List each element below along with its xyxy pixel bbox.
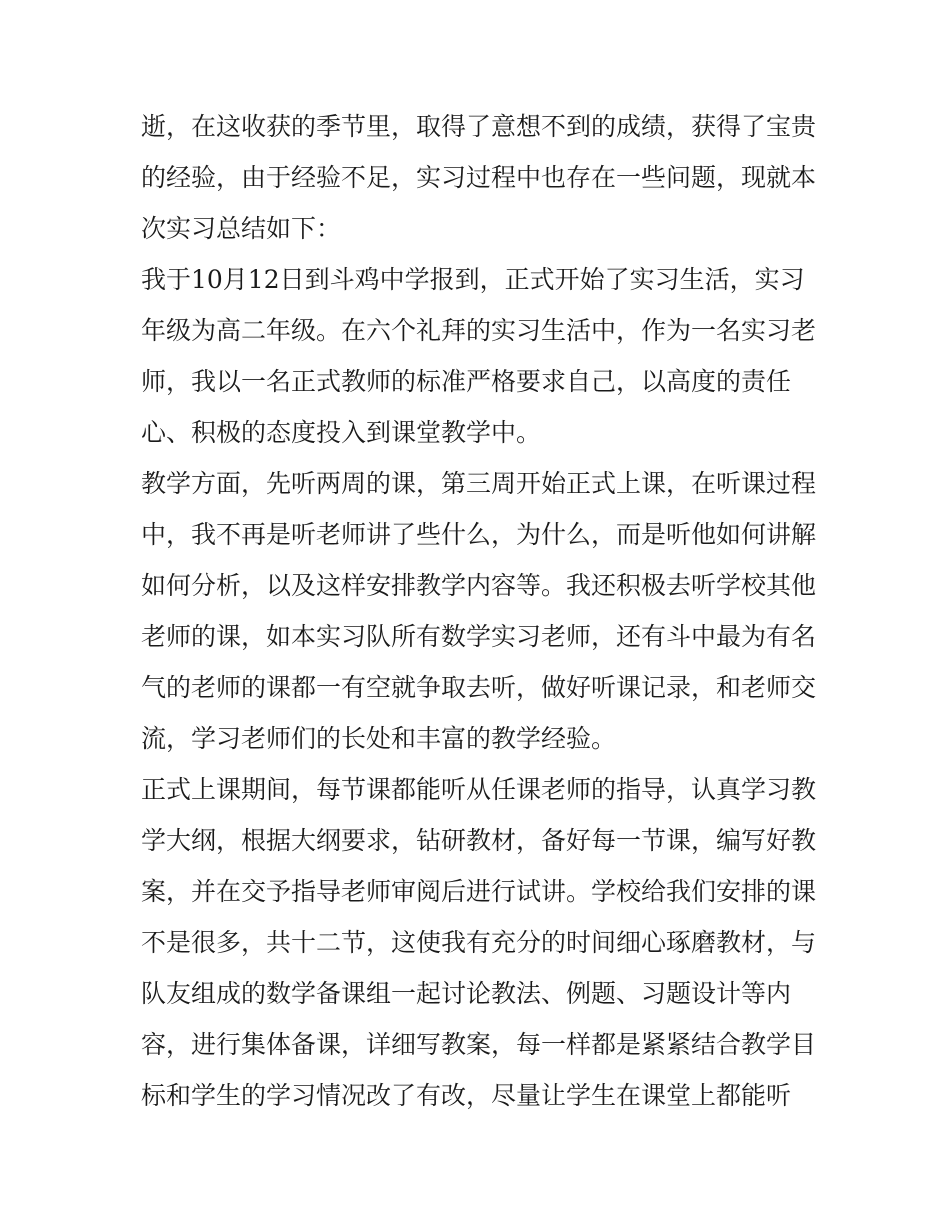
text-line: 老师的课，如本实习队所有数学实习老师，还有斗中最为有名 [141, 622, 817, 651]
text-line: 的经验，由于经验不足，实习过程中也存在一些问题，现就本 [141, 163, 817, 192]
text-line: 队友组成的数学备课组一起讨论教法、例题、习题设计等内 [141, 979, 792, 1008]
text-line: 如何分析，以及这样安排教学内容等。我还积极去听学校其他 [141, 571, 817, 600]
text-line: 教学方面，先听两周的课，第三周开始正式上课，在听课过程 [141, 469, 817, 498]
text-line: 中，我不再是听老师讲了些什么，为什么，而是听他如何讲解 [141, 520, 817, 549]
text-line: 我于10月12日到斗鸡中学报到，正式开始了实习生活，实习 [141, 265, 805, 294]
text-line: 师，我以一名正式教师的标准严格要求自己，以高度的责任 [141, 367, 792, 396]
text-line: 正式上课期间，每节课都能听从任课老师的指导，认真学习教 [141, 775, 817, 804]
text-line: 案，并在交予指导老师审阅后进行试讲。学校给我们安排的课 [141, 877, 817, 906]
text-line: 流，学习老师们的长处和丰富的教学经验。 [141, 724, 617, 753]
text-line: 次实习总结如下： [141, 214, 342, 243]
text-line: 气的老师的课都一有空就争取去听，做好听课记录，和老师交 [141, 673, 817, 702]
text-line: 学大纲，根据大纲要求，钻研教材，备好每一节课，编写好教 [141, 826, 817, 855]
text-line: 容，进行集体备课，详细写教案，每一样都是紧紧结合教学目 [141, 1030, 817, 1059]
text-line: 心、积极的态度投入到课堂教学中。 [141, 418, 542, 447]
text-line: 标和学生的学习情况改了有改，尽量让学生在课堂上都能听 [141, 1081, 792, 1110]
text-line: 不是很多，共十二节，这使我有充分的时间细心琢磨教材，与 [141, 928, 817, 957]
text-line: 逝，在这收获的季节里，取得了意想不到的成绩，获得了宝贵 [141, 112, 817, 141]
text-line: 年级为高二年级。在六个礼拜的实习生活中，作为一名实习老 [141, 316, 817, 345]
document-body [141, 101, 821, 1121]
